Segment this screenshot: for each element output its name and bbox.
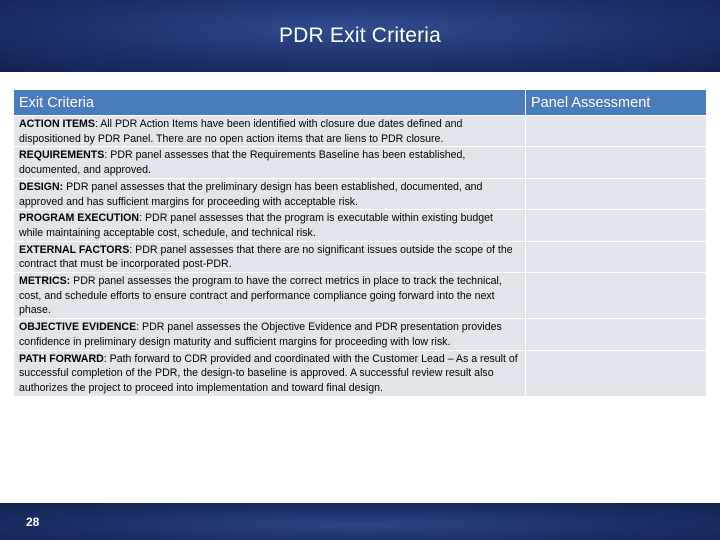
slide-footer (0, 503, 720, 540)
slide-title: PDR Exit Criteria (278, 24, 442, 47)
criteria-label: EXTERNAL FACTORS (19, 243, 130, 256)
criteria-cell (14, 210, 526, 241)
criteria-separator: : (103, 352, 107, 365)
criteria-cell (14, 241, 526, 272)
criteria-label: PROGRAM EXECUTION (19, 212, 140, 225)
criteria-cell (14, 116, 526, 147)
exit-criteria-table (13, 89, 707, 397)
table-row (14, 116, 707, 147)
criteria-label: ACTION ITEMS (19, 118, 95, 130)
table-row (14, 319, 707, 350)
table-row (14, 350, 707, 396)
assessment-cell[interactable] (526, 147, 707, 178)
table-row (14, 273, 707, 319)
criteria-label: REQUIREMENTS (19, 149, 105, 162)
assessment-cell[interactable] (526, 210, 707, 241)
assessment-cell[interactable] (526, 350, 707, 396)
table-row (14, 178, 707, 209)
table-row (14, 210, 707, 241)
criteria-cell (14, 319, 526, 350)
criteria-text: PDR panel assesses the program to have the correct metrics in place to track the technical, cost, and schedule efforts to ensure contract and performance compliance going forward into the next phase. (19, 275, 502, 317)
criteria-label: OBJECTIVE EVIDENCE (19, 321, 137, 334)
table-row (14, 147, 707, 178)
assessment-cell[interactable] (526, 273, 707, 319)
assessment-cell[interactable] (526, 116, 707, 147)
criteria-cell (14, 273, 526, 319)
criteria-text: PDR panel assesses the Objective Evidence and PDR presentation provides confidence in preliminary design maturity and sufficient margins for proceeding with low risk. (19, 321, 502, 348)
assessment-cell[interactable] (526, 319, 707, 350)
criteria-text: Path forward to CDR provided and coordinated with the Customer Lead – As a result of successful completion of the PDR, the design-to baseline is approved. A successful review result also authorizes the project to proceed into implementation and toward final design. (19, 352, 518, 394)
criteria-separator: : (139, 212, 143, 225)
criteria-separator: : (104, 149, 108, 162)
criteria-text: All PDR Action Items have been identified with closure due dates defined and dispositioned by PDR Panel. There are no open action items that are liens to PDR closure. (19, 118, 463, 145)
table-row (14, 241, 707, 272)
header-exit-criteria: Exit Criteria (14, 90, 526, 116)
criteria-label: METRICS: (19, 275, 71, 288)
criteria-text: PDR panel assesses that the Requirements Baseline has been established, documented, and approved. (19, 149, 466, 177)
criteria-separator: : (136, 321, 140, 334)
assessment-cell[interactable] (526, 178, 707, 209)
criteria-cell (14, 147, 526, 178)
criteria-label: PATH FORWARD (19, 352, 104, 365)
slide-header (0, 0, 720, 72)
criteria-label: DESIGN: (19, 180, 64, 193)
criteria-text: PDR panel assesses that there are no significant issues outside the scope of the contract that must be incorporated post-PDR. (19, 243, 513, 271)
criteria-text: PDR panel assesses that the preliminary design has been established, documented, and approved and has sufficient margins for proceeding with acceptable risk. (19, 180, 483, 208)
page-number: 28 (26, 515, 40, 529)
table-header-row (14, 90, 707, 116)
criteria-cell (14, 178, 526, 209)
criteria-separator: : (94, 118, 98, 130)
criteria-text: PDR panel assesses that the program is executable within existing budget while maintaining acceptable cost, schedule, and technical risk. (19, 212, 493, 239)
header-panel-assessment: Panel Assessment (526, 90, 707, 116)
assessment-cell[interactable] (526, 241, 707, 272)
criteria-cell (14, 350, 526, 396)
criteria-separator: : (129, 243, 133, 256)
